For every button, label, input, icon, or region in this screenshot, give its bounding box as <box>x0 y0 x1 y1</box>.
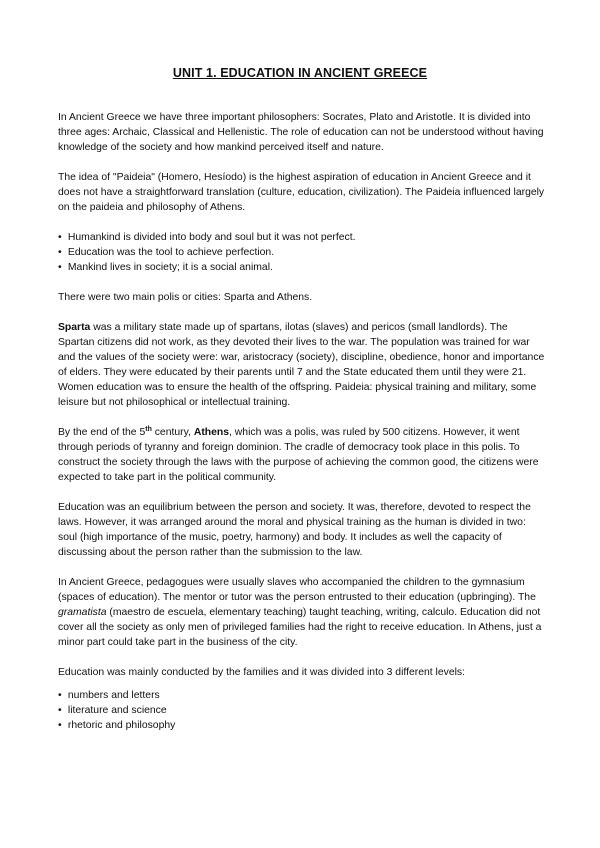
list-item: • literature and science <box>58 705 167 716</box>
document-body <box>58 110 546 748</box>
gramatista-term: gramatista <box>58 607 107 618</box>
bullet-icon: • <box>58 247 62 258</box>
polis-paragraph: There were two main polis or cities: Sparta and Athens. <box>58 292 313 303</box>
athens-paragraph: By the end of the 5th century, Athens, which was a polis, was ruled by 500 citizens. However, it went through periods of tyranny and foreign dominion. The cradle of democracy took place in this polis. To construct the society through the laws with the purpose of achieving the common good, the citizens were expected to take part in the political community. <box>58 426 539 483</box>
bullet-icon: • <box>58 690 62 701</box>
levels-intro-paragraph: Education was mainly conducted by the families and it was divided into 3 different levels: <box>58 667 466 678</box>
athens-heading: Athens <box>193 427 230 438</box>
sparta-heading: Sparta <box>58 322 91 333</box>
bullet-icon: • <box>58 262 62 273</box>
equilibrium-paragraph: Education was an equilibrium between the person and society. It was, therefore, devoted to respect the laws. However, it was arranged around the moral and physical training as the human is divided in two: soul (high importance of the music, poetry, harmony) and body. It includes as well the capacity of discussing about the person rather than the submission to the law. <box>58 502 531 558</box>
list-item: • Education was the tool to achieve perfection. <box>58 247 275 258</box>
paideia-paragraph: The idea of "Paideia" (Homero, Hesíodo) is the highest aspiration of education in Ancient Greece and it does not have a straightforward translation (culture, education, civilization). The Paideia influenced largely on the paideia and philosophy of Athens. <box>58 172 545 213</box>
list-item: • rhetoric and philosophy <box>58 720 176 731</box>
pedagogues-paragraph: In Ancient Greece, pedagogues were usually slaves who accompanied the children to the gymnasium (spaces of education). The mentor or tutor was the person entrusted to their education (upbringing). The gramatista (maestro de escuela, elementary teaching) taught teaching, writing, calculo. Education did not cover all the society as only men of privileged families had the right to receive education. In Athens, just a minor part could take part in the business of the city. <box>58 577 542 648</box>
bullet-icon: • <box>58 232 62 243</box>
intro-paragraph: In Ancient Greece we have three important philosophers: Socrates, Plato and Aristotle. It is divided into three ages: Archaic, Classical and Hellenistic. The role of education can not be understood without having knowledge of the society and how mankind perceived itself and nature. <box>58 112 544 153</box>
levels-bullet-list <box>58 688 546 733</box>
bullet-icon: • <box>58 705 62 716</box>
list-item: • Humankind is divided into body and soul but it was not perfect. <box>58 232 356 243</box>
list-item: • Mankind lives in society; it is a social animal. <box>58 262 273 273</box>
sparta-paragraph: Sparta was a military state made up of spartans, ilotas (slaves) and pericos (small landlords). The Spartan citizens did not work, as they devoted their lives to the war. The population was trained for war and the values of the society were: war, aristocracy (society), discipline, obedience, honor and importance of elders. They were educated by their parents until 7 and the State educated them until they were 21. Women education was to ensure the health of the offspring. Paideia: physical training and military, some leisure but not philosophical or intellectual training. <box>58 322 545 408</box>
list-item: • numbers and letters <box>58 690 160 701</box>
document-title: UNIT 1. EDUCATION IN ANCIENT GREECE <box>172 66 428 80</box>
bullet-icon: • <box>58 720 62 731</box>
paideia-bullet-list <box>58 230 546 275</box>
ordinal-superscript: th <box>145 426 152 433</box>
